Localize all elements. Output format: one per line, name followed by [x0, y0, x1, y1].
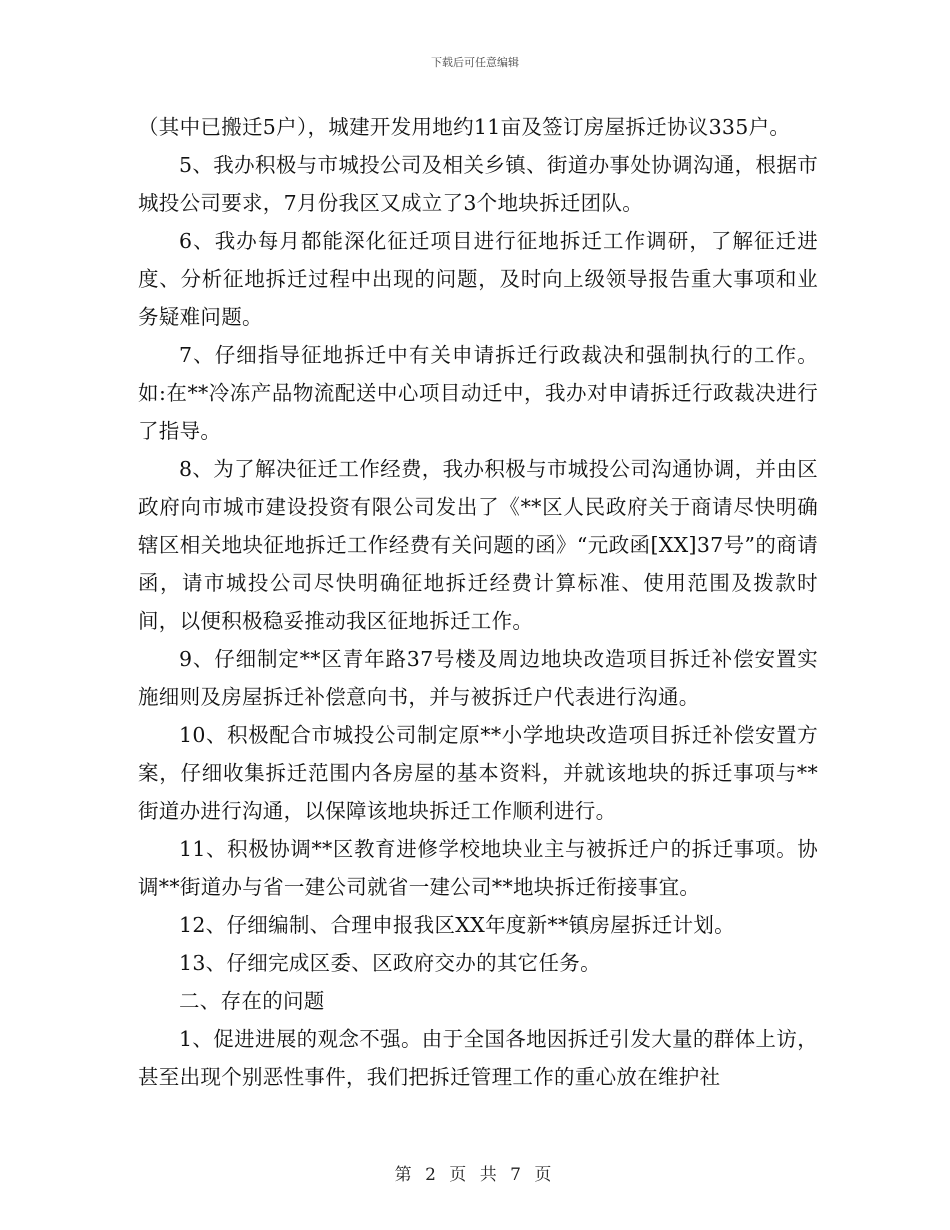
- document-body: [138, 108, 818, 1096]
- paragraph-3: 7、仔细指导征地拆迁中有关申请拆迁行政裁决和强制执行的工作。如:在**冷冻产品物流配送中心项目动迁中，我办对申请拆迁行政裁决进行了指导。: [138, 343, 818, 443]
- paragraph-5: 9、仔细制定**区青年路37号楼及周边地块改造项目拆迁补偿安置实施细则及房屋拆迁补偿意向书，并与被拆迁户代表进行沟通。: [138, 647, 818, 709]
- paragraph-2: 6、我办每月都能深化征迁项目进行征地拆迁工作调研，了解征迁进度、分析征地拆迁过程中出现的问题，及时向上级领导报告重大事项和业务疑难问题。: [138, 229, 818, 329]
- paragraph-4: 8、为了解决征迁工作经费，我办积极与市城投公司沟通协调，并由区政府向市城市建设投资有限公司发出了《**区人民政府关于商请尽快明确辖区相关地块征地拆迁工作经费有关问题的函》“元政函[XX]37号”的商请函，请市城投公司尽快明确征地拆迁经费计算标准、使用范围及拨款时间，以便积极稳妥推动我区征地拆迁工作。: [138, 457, 818, 633]
- paragraph-8: 12、仔细编制、合理申报我区XX年度新**镇房屋拆迁计划。: [179, 913, 735, 937]
- paragraph-0: （其中已搬迁5户），城建开发用地约11亩及签订房屋拆迁协议335户。: [138, 115, 791, 139]
- paragraph-7: 11、积极协调**区教育进修学校地块业主与被拆迁户的拆迁事项。协调**街道办与省一建公司就省一建公司**地块拆迁衔接事宜。: [138, 837, 818, 899]
- paragraph-6: 10、积极配合市城投公司制定原**小学地块改造项目拆迁补偿安置方案，仔细收集拆迁范围内各房屋的基本资料，并就该地块的拆迁事项与**街道办进行沟通，以保障该地块拆迁工作顺利进行。: [138, 723, 818, 823]
- page-number: 第 2 页 共 7 页: [394, 1165, 556, 1185]
- paragraph-9: 13、仔细完成区委、区政府交办的其它任务。: [179, 951, 601, 975]
- paragraph-1: 5、我办积极与市城投公司及相关乡镇、街道办事处协调沟通，根据市城投公司要求，7月份我区又成立了3个地块拆迁团队。: [138, 153, 818, 215]
- page-header: 下载后可任意编辑: [431, 56, 519, 69]
- section-heading: 二、存在的问题: [179, 989, 325, 1013]
- paragraph-11: 1、促进进展的观念不强。由于全国各地因拆迁引发大量的群体上访，甚至出现个别恶性事件，我们把拆迁管理工作的重心放在维护社: [138, 1027, 818, 1089]
